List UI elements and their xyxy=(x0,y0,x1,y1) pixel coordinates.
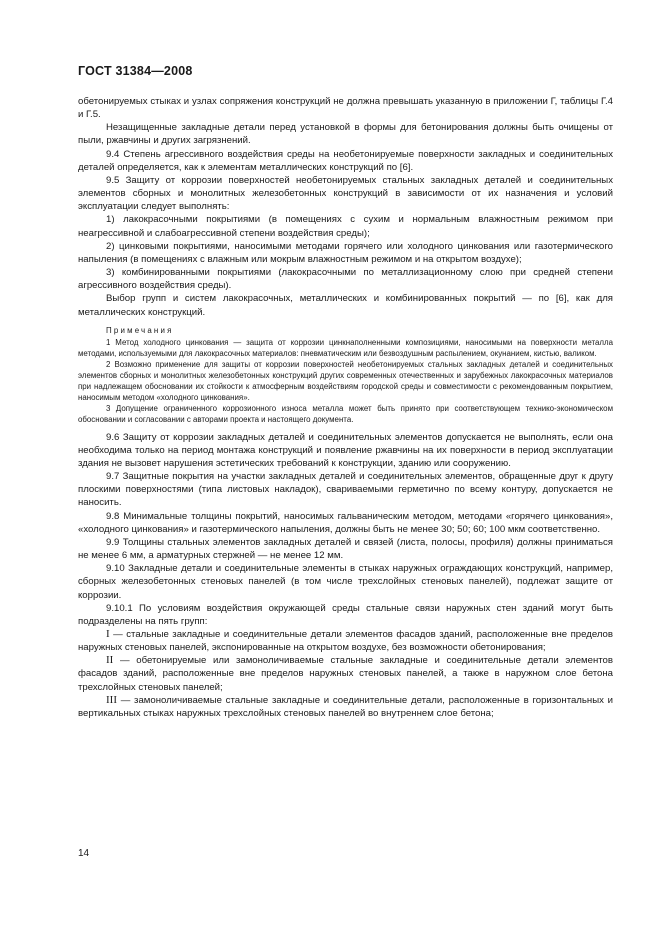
group-item xyxy=(78,694,613,720)
paragraph: Выбор групп и систем лакокрасочных, металлических и комбинированных покрытий — по [6], как для металлических конструкций. xyxy=(78,293,613,318)
list-item: 3) комбинированными покрытиями (лакокрасочными по металлизационному слою при средней степени агрессивного воздействия среды). xyxy=(78,267,613,292)
paragraph-9-7: 9.7 Защитные покрытия на участки закладных деталей и соединительных элементов, обращенные друг к другу плоскими поверхностями (типа листовых накладок), свариваемыми герметично по всему контуру, допускается не наносить. xyxy=(78,471,613,509)
group-number: III xyxy=(106,693,117,706)
paragraph-9-9: 9.9 Толщины стальных элементов закладных деталей и связей (листа, полосы, профиля) должны приниматься не менее 6 мм, а арматурных стержней — не менее 12 мм. xyxy=(78,536,613,562)
note-item: 1 Метод холодного цинкования — защита от коррозии цинкнаполненными композициями, наносимыми на поверхности металла методами, используемыми для лакокрасочных материалов: пневматическим или безвоздушным распылением, окунанием, кистью, валиком. xyxy=(78,337,613,358)
group-item xyxy=(78,654,613,693)
paragraph-9-6: 9.6 Защиту от коррозии закладных деталей и соединительных элементов допускается не выполнять, если она необходима только на период монтажа конструкций и появление ржавчины на их поверхности в период эксплуатации здания не вызовет нарушения эстетических требований к конструкции, зданию или сооружению. xyxy=(78,431,613,469)
paragraph: обетонируемых стыках и узлах сопряжения конструкций не должна превышать указанную в приложении Г, таблицы Г.4 и Г.5. xyxy=(78,96,613,121)
list-item: 1) лакокрасочными покрытиями (в помещениях с сухим и нормальным влажностным режимом при неагрессивной и слабоагрессивной степени воздействия среды); xyxy=(78,214,613,239)
group-text: — замоноличиваемые стальные закладные и соединительные детали, расположенные в горизонтальных и вертикальных стыках наружных трехслойных стеновых панелей во внутреннем слое бетона; xyxy=(78,694,613,719)
note-item: 3 Допущение ограниченного коррозионного износа металла может быть принято при соответствующем технико-экономическом обосновании и согласовании с авторами проекта и настоящего документа. xyxy=(78,403,613,424)
document-header: ГОСТ 31384—2008 xyxy=(78,64,193,78)
document-body xyxy=(78,95,613,720)
notes-block xyxy=(78,325,613,425)
group-number: II xyxy=(106,654,114,667)
paragraph: Незащищенные закладные детали перед установкой в формы для бетонирования должны быть очищены от пыли, ржавчины и других загрязнений. xyxy=(78,122,613,147)
group-item xyxy=(78,628,613,654)
group-number: I xyxy=(106,628,110,640)
notes-title: Примечания xyxy=(106,325,174,335)
paragraph-9-4: 9.4 Степень агрессивного воздействия среды на необетонируемые поверхности закладных и соединительных деталей определяется, как к элементам металлических конструкций по [6]. xyxy=(78,148,613,173)
paragraph-9-10-1: 9.10.1 По условиям воздействия окружающей среды стальные связи наружных стен зданий могут быть подразделены на пять групп: xyxy=(78,602,613,627)
paragraph-9-8: 9.8 Минимальные толщины покрытий, наносимых гальваническим методом, методами «горячего цинкования», «холодного цинкования» и газотермического напыления, должны быть не менее 30; 50; 60; 100 мкм соответственно. xyxy=(78,510,613,535)
paragraph-9-10: 9.10 Закладные детали и соединительные элементы в стыках наружных ограждающих конструкций, например, сборных железобетонных стеновых панелей (в том числе трехслойных стеновых панелей), подлежат защите от коррозии. xyxy=(78,563,613,601)
list-item: 2) цинковыми покрытиями, наносимыми методами горячего или холодного цинкования или газотермического напыления (в помещениях с влажным или мокрым влажностным режимом и на открытом воздухе); xyxy=(78,240,613,265)
group-text: — обетонируемые или замоноличиваемые стальные закладные и соединительные детали элементов фасадов зданий, расположенные вне пределов наружных стеновых панелей, а также в наружном слое бетона трехслойных стеновых панелей; xyxy=(78,655,613,693)
paragraph-9-5: 9.5 Защиту от коррозии поверхностей необетонируемых стальных закладных деталей и соединительных элементов сборных и монолитных железобетонных конструкций в зависимости от их назначения и условий эксплуатации следует выполнять: xyxy=(78,174,613,213)
page-number: 14 xyxy=(78,848,90,859)
note-item: 2 Возможно применение для защиты от коррозии поверхностей необетонируемых стальных закладных деталей и соединительных элементов сборных и монолитных железобетонных конструкций других современных отечественных и зарубежных лакокрасочных материалов при надлежащем обосновании их стойкости к атмосферным воздействиям городской среды и совместимости с рекомендованным покрытием, наносимым методом «холодного цинкования». xyxy=(78,359,613,402)
group-text: — стальные закладные и соединительные детали элементов фасадов зданий, расположенные вне пределов наружных стеновых панелей, экспонированные на открытом воздухе, без возможности обетонирования; xyxy=(78,629,613,654)
